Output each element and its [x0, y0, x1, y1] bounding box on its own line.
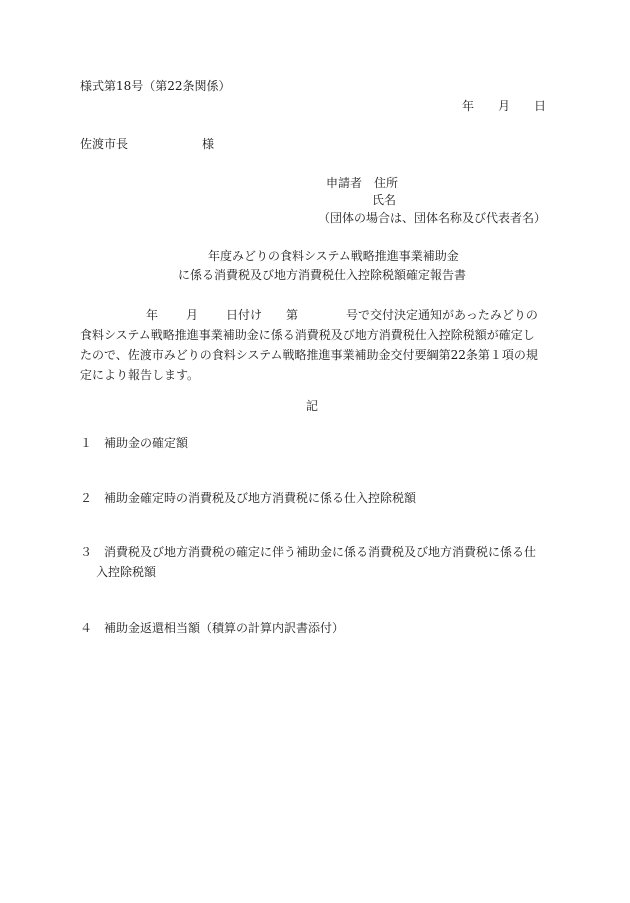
- addressee: [80, 138, 214, 150]
- applicant-note: （団体の場合は、団体名称及び代表者名）: [318, 211, 547, 225]
- ki-heading: 記: [306, 399, 319, 413]
- list-item-4: [80, 622, 344, 634]
- body-year: 年: [146, 308, 159, 322]
- list-item-2: [80, 492, 416, 504]
- applicant-address-label: 申請者 住所: [326, 176, 399, 190]
- body-line-4: 定により報告します。: [80, 368, 200, 382]
- applicant-name-label: 氏名: [372, 193, 397, 207]
- list-item-3-continuation: 入控除税額: [96, 565, 157, 579]
- item-number: １: [80, 436, 93, 450]
- list-item-1: [80, 437, 188, 449]
- addressee-name: 佐渡市長: [80, 137, 129, 151]
- item-number: ２: [80, 491, 93, 505]
- body-line-3: たので、佐渡市みどりの食料システム戦略推進事業補助金交付要綱第22条第１項の規: [80, 348, 538, 362]
- date-line: [462, 100, 546, 112]
- item-text: 補助金の確定額: [104, 436, 189, 450]
- body-text: [80, 305, 550, 385]
- body-month: 月: [186, 308, 199, 322]
- item-number: ４: [80, 621, 93, 635]
- item-text: 補助金返還相当額（積算の計算内訳書添付）: [104, 621, 345, 635]
- list-item-3: [80, 546, 536, 558]
- document-title-line-1: 年度みどりの食料システム戦略推進事業補助金: [208, 249, 459, 263]
- body-dated: 日付け: [226, 308, 263, 322]
- date-day: 日: [534, 99, 547, 113]
- date-year: 年: [462, 99, 475, 113]
- form-number: 様式第18号（第22条関係）: [80, 79, 231, 93]
- addressee-honorific: 様: [202, 137, 215, 151]
- item-text: 消費税及び地方消費税の確定に伴う補助金に係る消費税及び地方消費税に係る仕: [104, 545, 537, 559]
- body-dai: 第: [286, 308, 299, 322]
- body-line-1-rest: 号で交付決定通知があったみどりの: [346, 308, 538, 322]
- document-title-line-2: に係る消費税及び地方消費税仕入控除税額確定報告書: [178, 268, 467, 282]
- item-number: ３: [80, 545, 93, 559]
- body-line-2: 食料システム戦略推進事業補助金に係る消費税及び地方消費税仕入控除税額が確定し: [80, 328, 535, 342]
- body-line-1: [80, 305, 550, 325]
- date-month: 月: [498, 99, 511, 113]
- item-text: 補助金確定時の消費税及び地方消費税に係る仕入控除税額: [104, 491, 417, 505]
